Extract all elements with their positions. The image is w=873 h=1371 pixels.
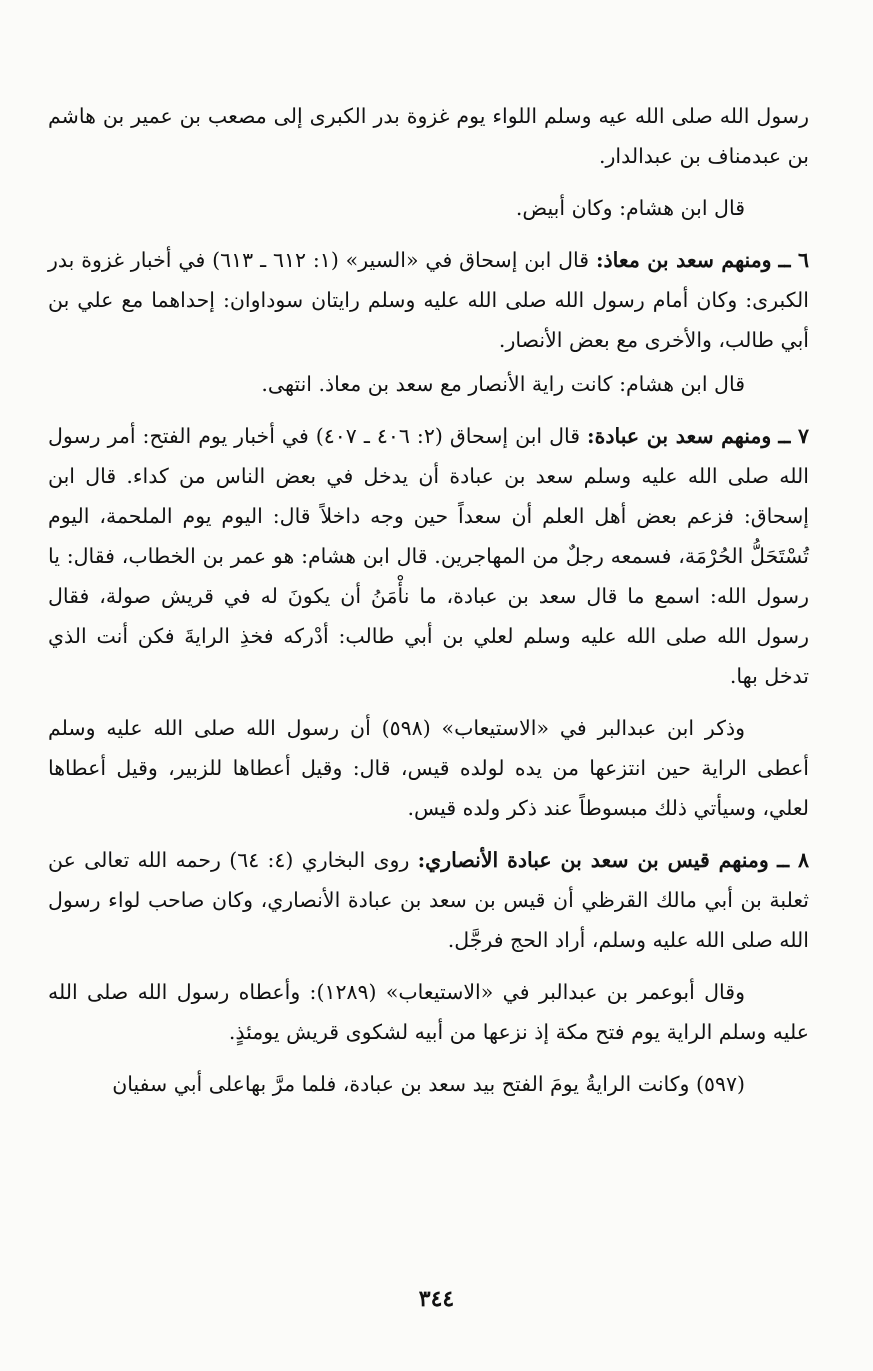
paragraph-4 (48, 364, 809, 404)
item-heading: ومنهم سعد بن معاذ: (595, 248, 772, 272)
item-number: ٦ ــ (778, 248, 810, 272)
footnote-text: (٥٩٧) وكانت الرايةُ يومَ الفتح بيد سعد بن عبادة، فلما مرَّ بهاعلى أبي سفيان (112, 1072, 745, 1096)
body-text (48, 96, 809, 1116)
paragraph-item-8 (48, 840, 809, 960)
item-heading: ومنهم قيس بن سعد بن عبادة الأنصاري: (417, 848, 769, 872)
paragraph-text: قال ابن هشام: كانت راية الأنصار مع سعد بن معاذ. انتهى. (261, 372, 745, 396)
paragraph-item-7 (48, 416, 809, 696)
paragraph-text: قال ابن إسحاق في «السير» (١: ٦١٢ ـ ٦١٣) في أخبار غزوة بدر الكبرى: وكان أمام رسول الله صلى الله عليه وسلم رايتان سوداوان: إحداهما مع علي بن أبي طالب، والأخرى مع بعض الأنصار. (48, 248, 809, 352)
paragraph-text: روى البخاري (٤: ٦٤) رحمه الله تعالى عن ثعلبة بن أبي مالك القرظي أن قيس بن سعد بن عبادة الأنصاري، وكان صاحب لواء رسول الله صلى الله عليه وسلم، أراد الحج فرجَّل. (48, 848, 809, 952)
paragraph-6 (48, 708, 809, 828)
paragraph-text: وقال أبوعمر بن عبدالبر في «الاستيعاب» (١٢٨٩): وأعطاه رسول الله صلى الله عليه وسلم الراية يوم فتح مكة إذ نزعها من أبيه لشكوى قريش يومئذٍ. (48, 980, 809, 1044)
paragraph-text: قال ابن إسحاق (٢: ٤٠٦ ـ ٤٠٧) في أخبار يوم الفتح: أمر رسول الله صلى الله عليه وسلم سعد بن عبادة أن يدخل في بعض الناس من كداء. قال ابن إسحاق: فزعم بعض أهل العلم أن سعداً حين وجه داخلاً قال: اليوم يوم الملحمة، اليوم تُسْتَحَلُّ الحُرْمَة، فسمعه رجلٌ من المهاجرين. قال ابن هشام: هو عمر بن الخطاب، فقال: يا رسول الله: اسمع ما قال سعد بن عبادة، ما نأْمَنُ أن يكونَ له في قريش صولة، فقال رسول الله صلى الله عليه وسلم لعلي بن أبي طالب: أدْركه فخذِ الرايةَ فكن أنت الذي تدخل بها. (48, 424, 809, 688)
paragraph-item-6 (48, 240, 809, 360)
paragraph-1 (48, 96, 809, 176)
item-heading: ومنهم سعد بن عبادة: (587, 424, 772, 448)
paragraph-text: وذكر ابن عبدالبر في «الاستيعاب» (٥٩٨) أن رسول الله صلى الله عليه وسلم أعطى الراية حين انتزعها من يده لولده قيس، قال: وقيل أعطاها للزبير، وقيل أعطاها لعلي، وسيأتي ذلك مبسوطاً عند ذكر ولده قيس. (48, 716, 809, 820)
item-number: ٧ ــ (778, 424, 809, 448)
paragraph-text: قال ابن هشام: وكان أبيض. (515, 196, 745, 220)
page-number: ٣٤٤ (418, 1286, 455, 1312)
paragraph-8 (48, 972, 809, 1052)
item-number: ٨ ــ (777, 848, 809, 872)
footnote-597 (48, 1064, 809, 1104)
paragraph-text: رسول الله صلى الله عيه وسلم اللواء يوم غزوة بدر الكبرى إلى مصعب بن عمير بن هاشم بن عبدمناف بن عبدالدار. (48, 104, 809, 168)
paragraph-2 (48, 188, 809, 228)
